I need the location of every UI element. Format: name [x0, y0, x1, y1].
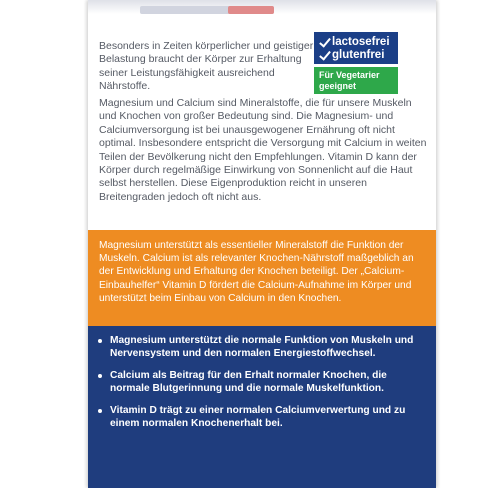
check-icon: [319, 36, 329, 48]
claim-item: Vitamin D trägt zu einer normalen Calciumverwertung und zu einem normalen Knochenerhalt bei.: [97, 404, 426, 431]
orange-info-text: Magnesium unterstützt als essentieller Mineralstoff die Funktion der Muskeln. Calcium ist als relevanter Knochen-Nährstoff maßgeblich an der Entwicklung und Erhaltung der Knochen beteiligt. Der „Calcium-Einbauhelfer“ Vitamin D fördert die Calcium-Aufnahme im Körper und unterstützt beim Einbau von Calcium in den Knochen.: [99, 240, 414, 304]
package-top-flap: [88, 0, 436, 14]
claim-item: Calcium als Beitrag für den Erhalt normaler Knochen, die normale Blutgerinnung und die normale Muskelfunktion.: [97, 369, 426, 396]
dietary-badge: [314, 32, 398, 64]
badge-gluten: [319, 48, 393, 61]
badge-lactose: [319, 35, 393, 48]
vegetarian-badge: [314, 67, 398, 94]
flap-print-mark-red: [228, 6, 274, 14]
health-claims-panel: [88, 326, 436, 488]
claim-item: Magnesium unterstützt die normale Funktion von Muskeln und Nervensystem und den normalen Energiestoffwechsel.: [97, 334, 426, 361]
intro-paragraph: Besonders in Zeiten körperlicher und geistiger Belastung braucht der Körper zur Erhaltung seiner Leistungsfähigkeit ausreichend Nährstoffe.: [99, 40, 314, 93]
health-claims-list: [97, 334, 426, 430]
body-paragraph: Magnesium und Calcium sind Mineralstoffe, die für unsere Muskeln und Knochen von großer Bedeutung sind. Die Magnesium- und Calciumversorgung ist bei unausgewogener Ernährung oft nicht optimal. Insbesondere entspricht die Versorgung mit Calcium in weiten Teilen der Bevölkerung nicht den Empfehlungen. Vitamin D kann der Körper durch regelmäßige Einwirkung von Sonnenlicht auf die Haut selbst herstellen. Diese Eigenproduktion reicht in unseren Breitengraden jedoch oft nicht aus.: [99, 97, 427, 203]
package-back-panel: [88, 0, 436, 488]
badge-vegetarian-label: Für Vegetarier geeignet: [319, 70, 380, 91]
orange-info-panel: [88, 230, 436, 326]
badge-group: [314, 32, 398, 94]
check-icon: [319, 49, 329, 61]
badge-lactose-label: lactosefrei: [332, 35, 390, 48]
badge-gluten-label: glutenfrei: [332, 48, 385, 61]
